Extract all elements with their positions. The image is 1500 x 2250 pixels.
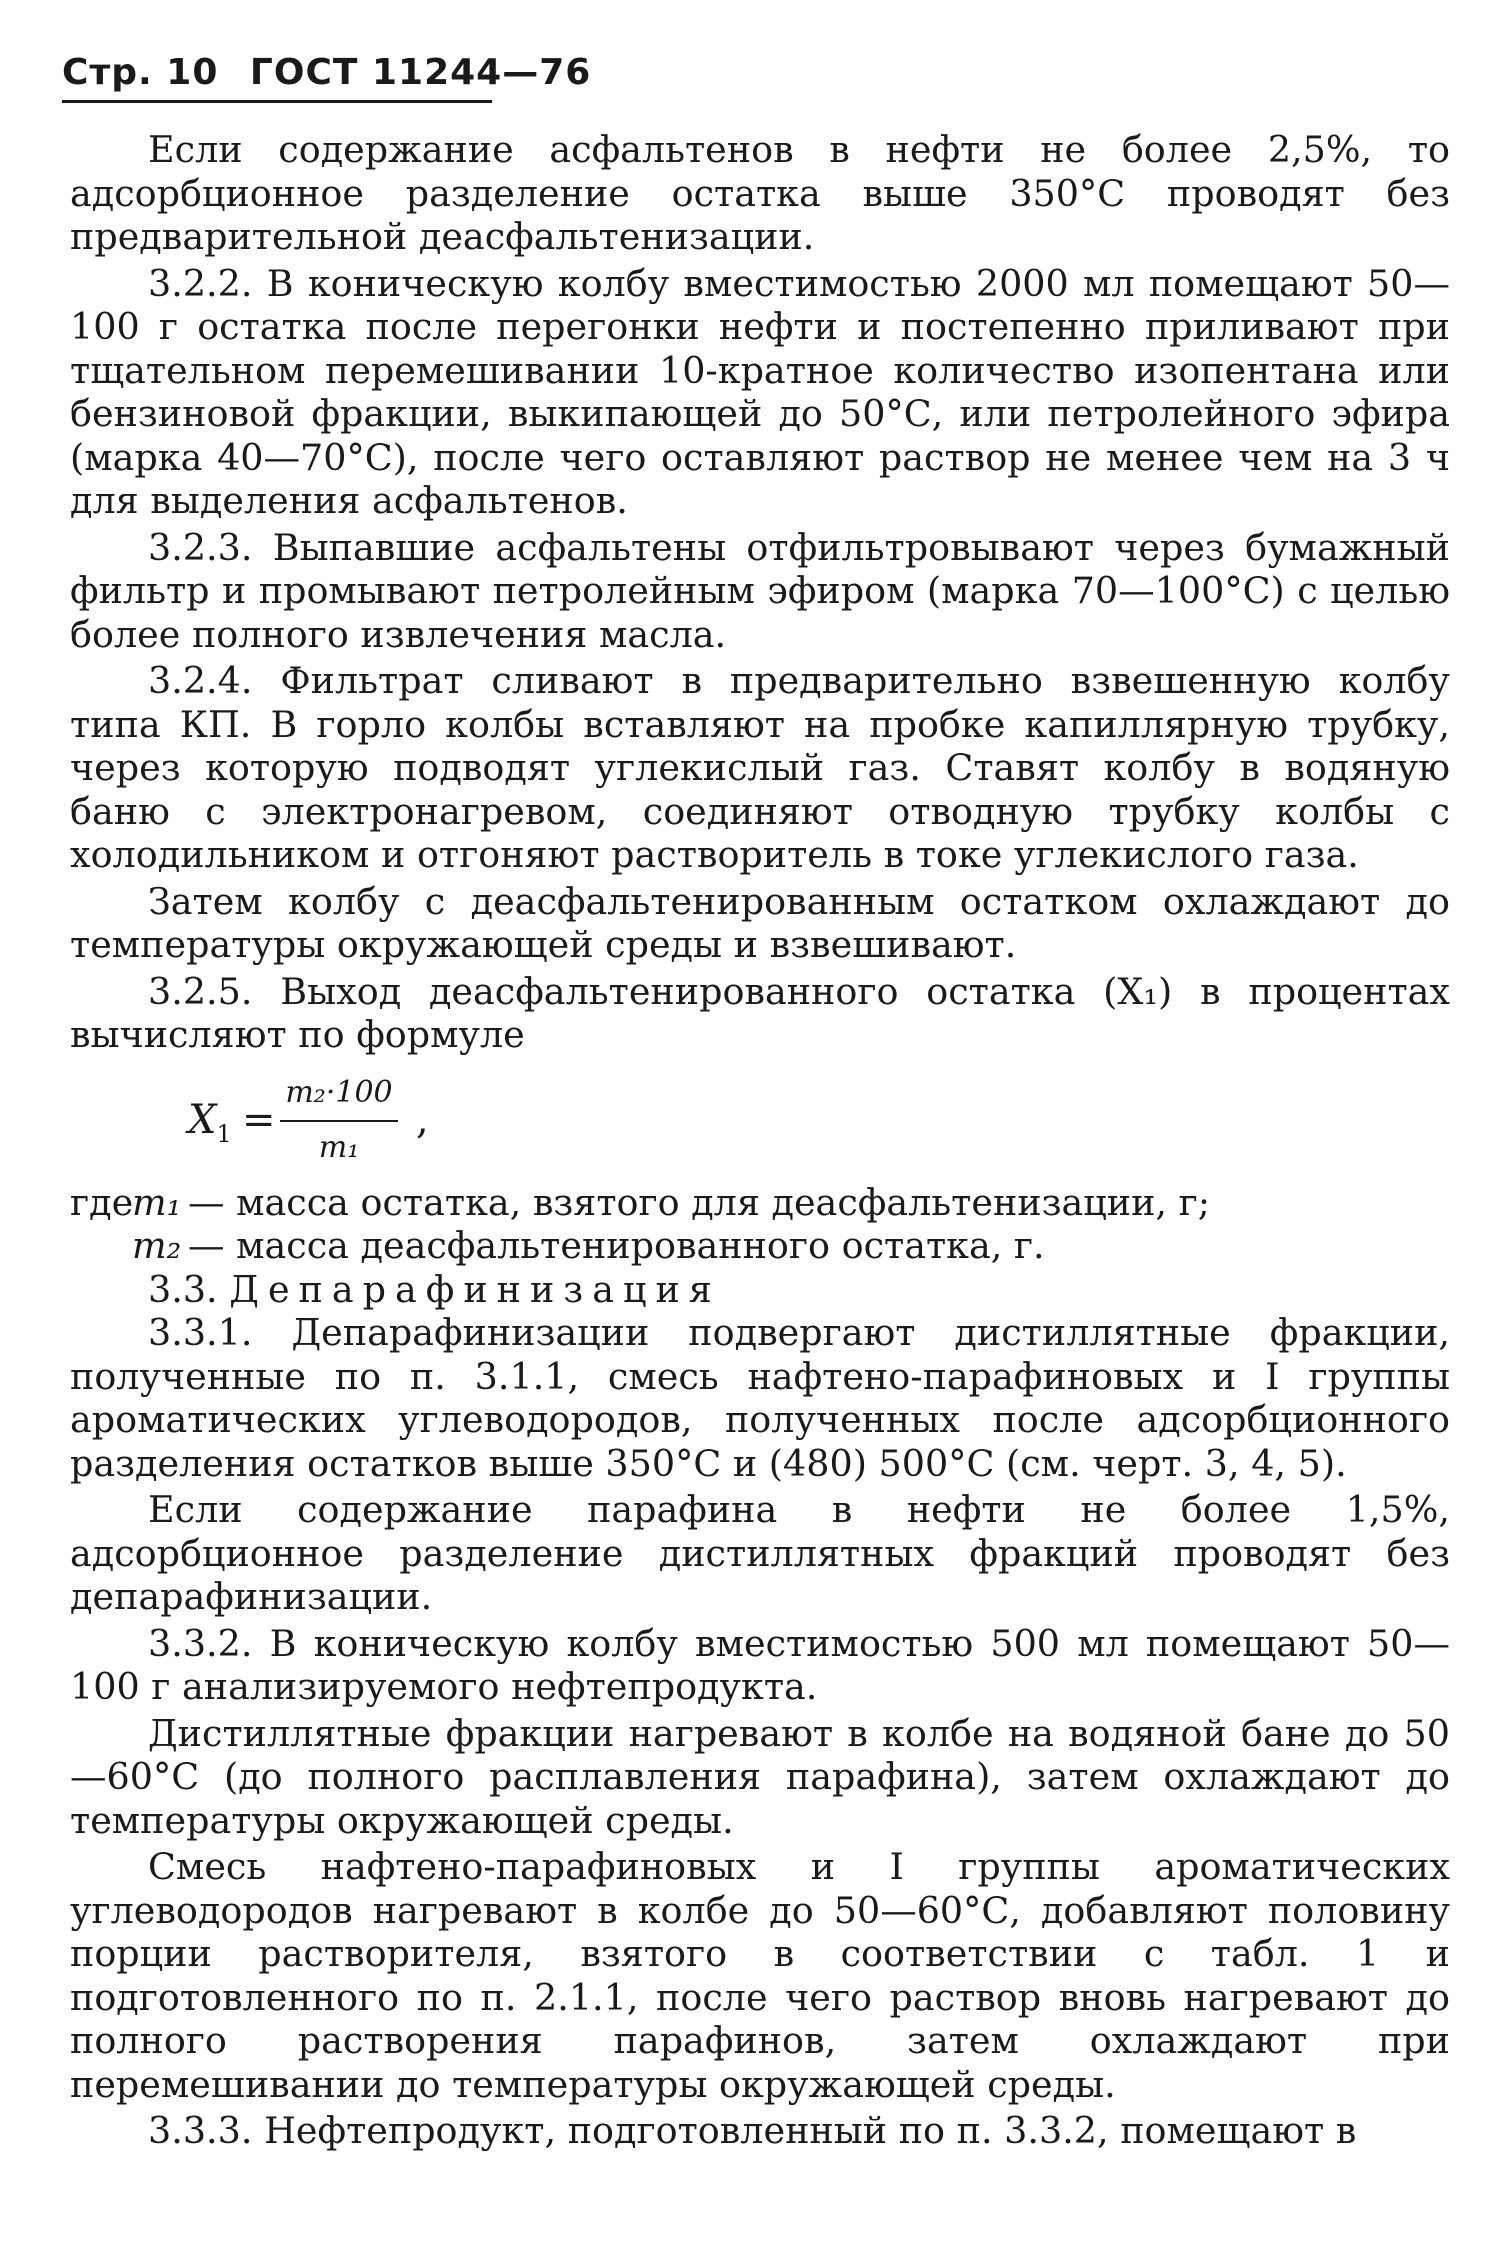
legend-row-m2 [70, 1224, 1450, 1268]
paragraph-distillate-heating: Дистиллятные фракции нагревают в колбе на водяной бане до 50—60°С (до полного расплавления парафина), затем охлаждают до температуры окружающей среды. [70, 1711, 1450, 1842]
formula-equals: = [242, 1096, 276, 1143]
section-heading-number: 3.3. [148, 1267, 218, 1311]
formula-legend [70, 1181, 1450, 1268]
legend-text-m1: — масса остатка, взятого для деасфальтенизации, г; [188, 1180, 1211, 1224]
legend-text-m2: — масса деасфальтенированного остатка, г. [188, 1224, 1045, 1267]
formula-numerator: m₂·100 [280, 1071, 398, 1123]
paragraph-3-3-1: 3.3.1. Депарафинизации подвергают дистиллятные фракции, полученные по п. 3.1.1, смесь нафтено-парафиновых и I группы ароматических углеводородов, полученных после адсорбционного разделения остатков выше 350°С и (480) 500°С (см. черт. 3, 4, 5). [70, 1311, 1450, 1485]
legend-symbol-m2: m₂ [132, 1224, 182, 1267]
standard-number: ГОСТ 11244—76 [249, 52, 592, 93]
paragraph-3-2-2: 3.2.2. В коническую колбу вместимостью 2000 мл помещают 50—100 г остатка после перегонки нефти и постепенно приливают при тщательном перемешивании 10-кратное количество изопентана или бензиновой фракции, выкипающей до 50°С, или петролейного эфира (марка 40—70°С), после чего оставляют раствор не менее чем на 3 ч для выделения асфальтенов. [70, 261, 1450, 522]
legend-row-m1 [70, 1181, 1450, 1225]
section-heading-3-3 [70, 1268, 1450, 1312]
page-number: Стр. 10 [62, 52, 219, 93]
legend-lead: где [70, 1180, 134, 1224]
paragraph-3-2-5: 3.2.5. Выход деасфальтенированного остатка (X₁) в процентах вычисляют по формуле [70, 969, 1450, 1056]
page-header [62, 52, 609, 93]
header-rule [62, 100, 492, 103]
formula-denominator: m₁ [318, 1130, 360, 1165]
paragraph-mixture-heating: Смесь нафтено-парафиновых и I группы ароматических углеводородов нагревают в колбе до 50—60°С, добавляют половину порции растворителя, взятого в соответствии с табл. 1 и подготовленного по п. 2.1.1, после чего раствор вновь нагревают до полного растворения парафинов, затем охлаждают при перемешивании до температуры окружающей среды. [70, 1845, 1450, 2106]
document-body [70, 128, 1450, 2153]
formula-fraction [280, 1071, 398, 1170]
paragraph-cooling: Затем колбу с деасфальтенированным остатком охлаждают до температуры окружающей среды и взвешивают. [70, 879, 1450, 966]
paragraph-3-2-3: 3.2.3. Выпавшие асфальтены отфильтровывают через бумажный фильтр и промывают петролейным эфиром (марка 70—100°С) с целью более полного извлечения масла. [70, 525, 1450, 656]
paragraph-3-3-2: 3.3.2. В коническую колбу вместимостью 500 мл помещают 50—100 г анализируемого нефтепродукта. [70, 1621, 1450, 1708]
paragraph-3-3-3: 3.3.3. Нефтепродукт, подготовленный по п. 3.3.2, помещают в [148, 2109, 1357, 2152]
yield-formula [70, 1063, 1450, 1181]
paragraph-asphaltene-limit: Если содержание асфальтенов в нефти не более 2,5%, то адсорбционное разделение остатка выше 350°С проводят без предварительной деасфальтенизации. [70, 128, 1450, 258]
formula-comma: , [416, 1096, 429, 1143]
formula-lhs: $X_1$ [188, 1096, 232, 1148]
legend-symbol-m1: m₁ [132, 1180, 182, 1224]
paragraph-3-2-4: 3.2.4. Фильтрат сливают в предварительно взвешенную колбу типа КП. В горло колбы вставляют на пробке капиллярную трубку, через которую подводят углекислый газ. Ставят колбу в водяную баню с электронагревом, соединяют отводную трубку колбы с холодильником и отгоняют растворитель в токе углекислого газа. [70, 659, 1450, 876]
paragraph-paraffin-limit: Если содержание парафина в нефти не более 1,5%, адсорбционное разделение дистиллятных фракций проводят без депарафинизации. [70, 1488, 1450, 1618]
section-heading-title: Депарафинизация [229, 1267, 721, 1311]
